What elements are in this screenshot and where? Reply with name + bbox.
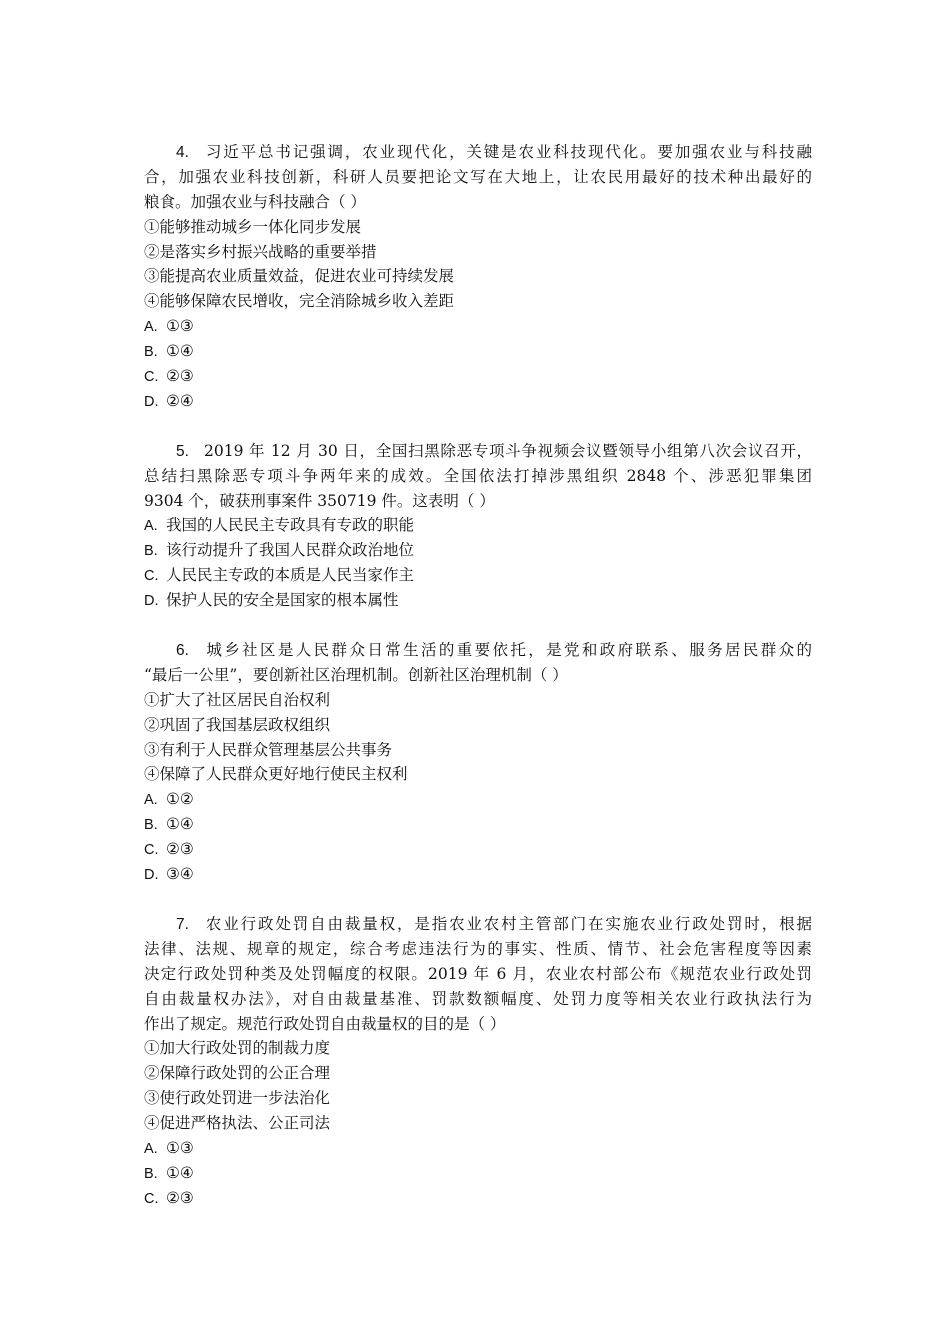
option-c[interactable]: C. ②③: [144, 1188, 194, 1207]
question-stem-line: 自由裁量权办法》，对自由裁量基准、罚款数额幅度、处罚力度等相关农业行政执法行为: [144, 989, 812, 1008]
option-c[interactable]: C. ②③: [144, 840, 194, 859]
statement: ②巩固了我国基层政权组织: [144, 715, 331, 734]
question-6: [144, 638, 812, 887]
statement: ②保障行政处罚的公正合理: [144, 1064, 331, 1083]
statement: ④促进严格执法、公正司法: [144, 1114, 331, 1133]
statement: ④能够保障农民增收，完全消除城乡收入差距: [144, 292, 455, 311]
question-5: [144, 439, 812, 613]
question-number: 7.: [176, 915, 189, 933]
question-stem-line: 粮食。加强农业与科技融合（ ）: [144, 192, 366, 211]
statement: ③能提高农业质量效益，促进农业可持续发展: [144, 267, 455, 286]
question-7: [144, 912, 812, 1211]
question-stem-line: 4. 习近平总书记强调，农业现代化，关键是农业科技现代化。要加强农业与科技融: [144, 140, 812, 165]
question-stem-line: 9304 个，破获刑事案件 350719 件。这表明（ ）: [144, 491, 495, 510]
statement: ①加大行政处罚的制裁力度: [144, 1039, 331, 1058]
option-a[interactable]: A. ①③: [144, 1138, 194, 1157]
question-stem-line: 合，加强农业科技创新，科研人员要把论文写在大地上，让农民用最好的技术种出最好的: [144, 167, 812, 186]
option-c[interactable]: C. 人民民主专政的本质是人民当家作主: [144, 566, 415, 585]
question-stem-line: 总结扫黑除恶专项斗争两年来的成效。全国依法打掉涉黑组织 2848 个、涉恶犯罪集团: [144, 466, 812, 485]
question-stem-line: 6. 城乡社区是人民群众日常生活的重要依托，是党和政府联系、服务居民群众的: [144, 638, 812, 663]
option-a[interactable]: A. ①②: [144, 790, 194, 809]
option-b[interactable]: B. ①④: [144, 1163, 194, 1182]
statement: ③有利于人民群众管理基层公共事务: [144, 740, 393, 759]
statement: ③使行政处罚进一步法治化: [144, 1089, 331, 1108]
question-stem-line: 法律、法规、规章的规定，综合考虑违法行为的事实、性质、情节、社会危害程度等因素: [144, 939, 812, 958]
option-a[interactable]: A. ①③: [144, 317, 194, 336]
question-number: 5.: [176, 442, 189, 460]
option-d[interactable]: D. ③④: [144, 865, 194, 884]
statement: ④保障了人民群众更好地行使民主权利: [144, 765, 408, 784]
question-stem-line: 决定行政处罚种类及处罚幅度的权限。2019 年 6 月，农业农村部公布《规范农业行政处罚: [144, 964, 812, 983]
statement: ①扩大了社区居民自治权利: [144, 690, 331, 709]
option-b[interactable]: B. ①④: [144, 342, 194, 361]
question-stem-line: 作出了规定。规范行政处罚自由裁量权的目的是（ ）: [144, 1014, 506, 1033]
question-stem-line: “最后一公里”，要创新社区治理机制。创新社区治理机制（ ）: [144, 665, 568, 684]
option-b[interactable]: B. ①④: [144, 815, 194, 834]
document-page: [144, 140, 812, 1236]
question-number: 4.: [176, 144, 189, 161]
question-4: [144, 140, 812, 414]
statement: ②是落实乡村振兴战略的重要举措: [144, 242, 377, 261]
option-a[interactable]: A. 我国的人民民主专政具有专政的职能: [144, 516, 415, 535]
option-d[interactable]: D. 保护人民的安全是国家的根本属性: [144, 591, 399, 610]
question-number: 6.: [176, 642, 189, 660]
option-b[interactable]: B. 该行动提升了我国人民群众政治地位: [144, 541, 415, 560]
statement: ①能够推动城乡一体化同步发展: [144, 217, 362, 236]
question-stem-line: 5. 2019 年 12 月 30 日，全国扫黑除恶专项斗争视频会议暨领导小组第八次会议召开，: [144, 439, 812, 464]
question-stem-line: 7. 农业行政处罚自由裁量权，是指农业农村主管部门在实施农业行政处罚时，根据: [144, 912, 812, 937]
option-d[interactable]: D. ②④: [144, 391, 194, 410]
option-c[interactable]: C. ②③: [144, 367, 194, 386]
